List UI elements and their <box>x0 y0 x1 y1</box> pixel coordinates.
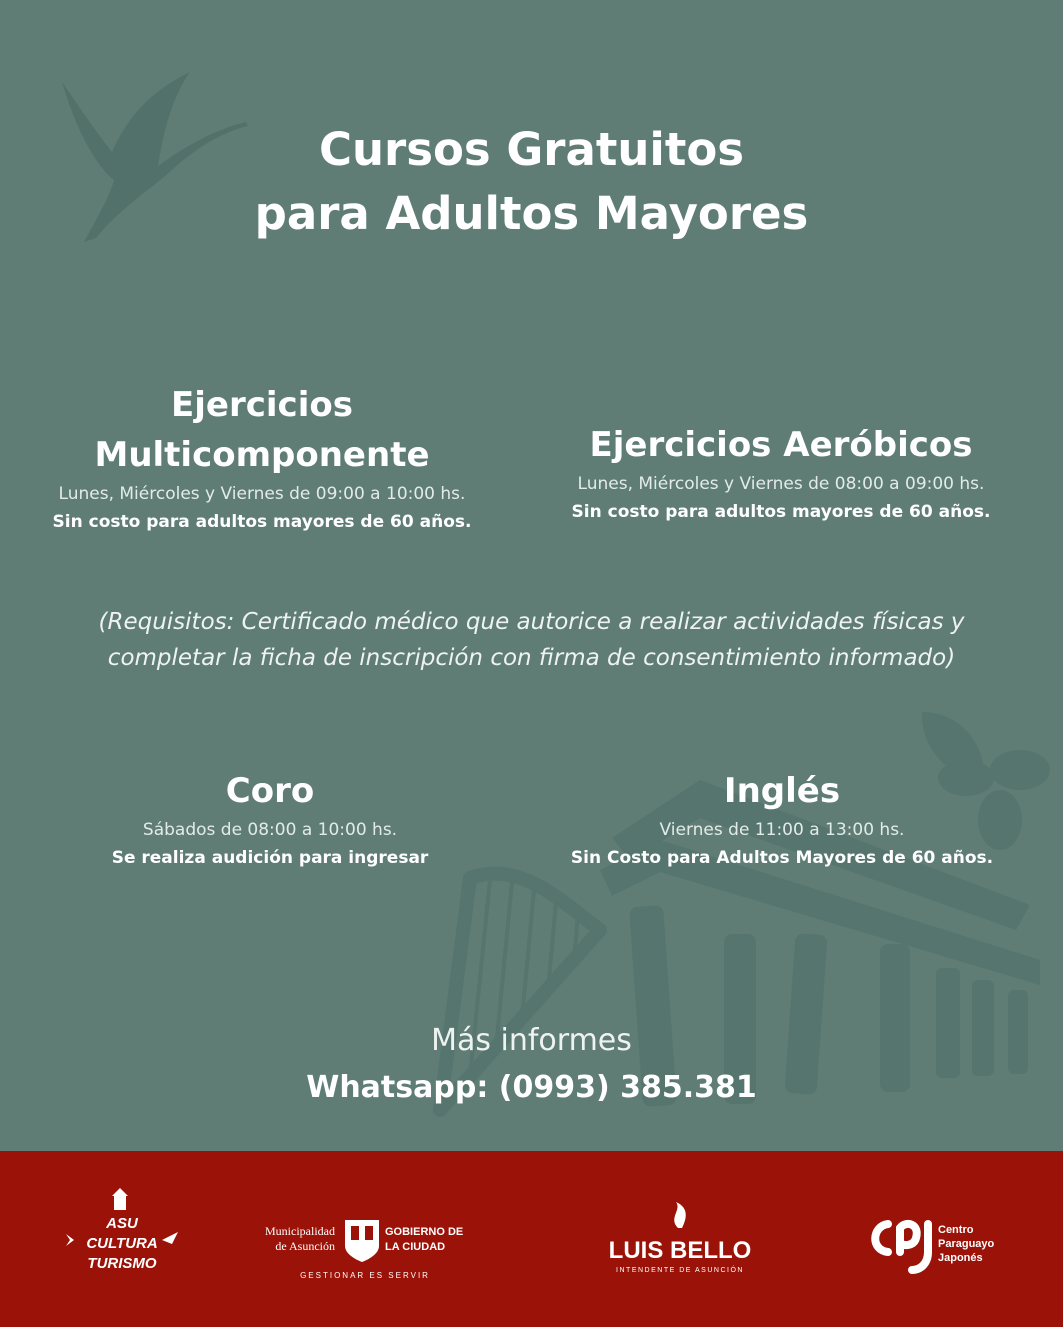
cpj-line-2: Paraguayo <box>938 1238 995 1250</box>
cpj-line-1: Centro <box>938 1224 974 1236</box>
requirements-text <box>0 604 1063 676</box>
centro-paraguayo-japones-logo <box>858 1184 1018 1294</box>
cpj-line-3: Japonés <box>938 1252 983 1264</box>
course-title-line-1: Ejercicios <box>171 385 353 425</box>
whatsapp-number: Whatsapp: (0993) 385.381 <box>306 1070 757 1105</box>
gobierno-text-2: LA CIUDAD <box>385 1241 446 1253</box>
title-line-2: para Adultos Mayores <box>254 187 809 240</box>
asu-cultura-turismo-logo <box>50 1184 190 1294</box>
logo-centro-paraguayo-japones <box>858 1151 1018 1327</box>
logo-municipalidad <box>255 1151 480 1327</box>
course-title <box>0 380 524 480</box>
course-note: Se realiza audición para ingresar <box>111 848 429 868</box>
luis-bello-subtitle: INTENDENTE DE ASUNCIÓN <box>616 1267 744 1274</box>
requirements-line-2: completar la ficha de inscripción con firma de consentimiento informado) <box>107 645 956 671</box>
gobierno-text-1: GOBIERNO DE <box>385 1226 464 1238</box>
coat-of-arms-icon <box>345 1220 379 1262</box>
course-schedule: Lunes, Miércoles y Viernes de 09:00 a 10:00 hs. <box>58 484 466 504</box>
cpj-monogram-icon <box>875 1224 928 1270</box>
course-note: Sin costo para adultos mayores de 60 años. <box>571 502 991 522</box>
asu-line-1: ASU <box>106 1215 138 1232</box>
church-icon <box>112 1188 128 1210</box>
page-title <box>0 118 1063 246</box>
contact-label: Más informes <box>431 1023 632 1058</box>
footer-logos <box>0 1151 1063 1327</box>
luis-bello-logo <box>590 1184 770 1294</box>
course-note: Sin costo para adultos mayores de 60 años. <box>52 512 472 532</box>
course-title: Coro <box>225 771 315 811</box>
course-title: Ejercicios Aeróbicos <box>589 425 973 465</box>
municipalidad-text-2: de Asunción <box>275 1239 335 1253</box>
asu-line-3: TURISMO <box>87 1255 157 1272</box>
course-title-line-2: Multicomponente <box>94 435 430 475</box>
course-multicomponente <box>0 380 524 536</box>
logo-asu-cultura-turismo <box>50 1151 190 1327</box>
course-note: Sin Costo para Adultos Mayores de 60 años. <box>570 848 994 868</box>
flame-icon <box>674 1202 685 1228</box>
municipalidad-tagline: GESTIONAR ES SERVIR <box>300 1271 430 1280</box>
course-ingles <box>524 766 1040 872</box>
title-line-1: Cursos Gratuitos <box>318 123 745 176</box>
logo-luis-bello <box>590 1151 770 1327</box>
requirements-line-1: (Requisitos: Certificado médico que autorice a realizar actividades físicas y <box>98 609 965 635</box>
asu-line-2: CULTURA <box>86 1235 158 1252</box>
municipalidad-logo <box>255 1184 480 1294</box>
course-coro <box>0 766 540 872</box>
course-schedule: Viernes de 11:00 a 13:00 hs. <box>659 820 905 840</box>
municipalidad-text-1: Municipalidad <box>265 1224 335 1238</box>
contact-info <box>0 1018 1063 1112</box>
course-schedule: Lunes, Miércoles y Viernes de 08:00 a 09:00 hs. <box>577 474 985 494</box>
course-schedule: Sábados de 08:00 a 10:00 hs. <box>142 820 398 840</box>
course-title: Inglés <box>723 771 841 811</box>
course-aerobicos <box>524 420 1038 526</box>
luis-bello-name: LUIS BELLO <box>608 1237 752 1264</box>
